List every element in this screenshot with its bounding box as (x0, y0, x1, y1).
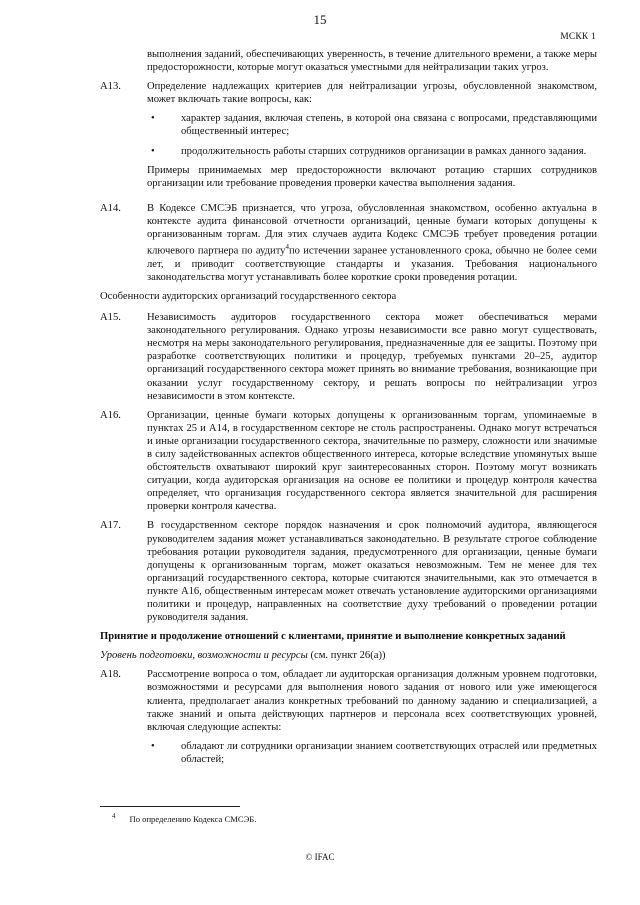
paragraph-text: Независимость аудиторов государственного сектора может обеспечиваться мерами законодательного регулирования. Однако угрозы независимости все равно могут существовать, несмотря на меры законодательного регулирования, предназначенные для ее защиты. Поэтому при разработке соответствующих политики и процедур, требуемых пунктами 20–25, аудитор организаций государственного сектора может принять во внимание требования, возникающие при оказании услуг государственному сектору, и решать вопросы по нейтрализации угроз независимости в этом контексте. (147, 312, 597, 402)
paragraph-a16 (100, 409, 597, 514)
paragraph-a17 (100, 519, 597, 624)
footnote (112, 812, 256, 824)
subsection-heading: Уровень подготовки, возможности и ресурсы (см. пункт 26(а)) (100, 650, 386, 662)
paragraph-number: А14. (100, 202, 121, 214)
paragraph-text: В государственном секторе порядок назначения и срок полномочий аудитора, являющегося руководителем задания может устанавливаться законодательно. В результате строгое соблюдение требования ротации руководителя задания, предусмотренного для организации, ценные бумаги допущены к организованным торгам, может оказаться невозможным. Тем не менее для тех организаций государственного сектора, которые считаются значительными, как это отмечается в пункте А16, общественным интересам может отвечать установление аудиторскими организациями политики и процедур, направленных на соответствие духу требований о проведении ротации руководителя задания. (147, 520, 597, 624)
footnote-divider (100, 806, 240, 807)
footnote-marker: 4 (112, 812, 116, 820)
page-number: 15 (313, 12, 327, 27)
paragraph-number: А13. (100, 81, 121, 93)
paragraph-text: Рассмотрение вопроса о том, обладает ли аудиторская организация должным уровнем подготовки, возможностями и ресурсами для выполнения нового задания от нового или уже имеющегося клиента, предполагает анализ конкретных требований по данному заданию и специализацией, а также знаний и опыта действующих партнеров и персонала всех соответствующих уровней, включая следующие аспекты: (147, 669, 597, 733)
paragraph-text: Определение надлежащих критериев для нейтрализации угрозы, обусловленной знакомством, может включать такие вопросы, как: (147, 81, 597, 106)
paragraph-number: А16. (100, 409, 121, 421)
list-item: • характер задания, включая степень, в которой она связана с вопросами, представляющими общественный интерес; (151, 113, 597, 138)
document-body (100, 48, 597, 778)
footnote-text: По определению Кодекса СМСЭБ. (129, 813, 257, 824)
list-item: • продолжительность работы старших сотрудников организации в рамках данного задания. (151, 145, 587, 157)
bullet-icon: • (151, 113, 155, 125)
bullet-icon: • (151, 740, 155, 752)
paragraph-text: Организации, ценные бумаги которых допущены к организованным торгам, упоминаемые в пунктах 25 и А14, в государственном секторе не столь распространены. Однако могут встречаться и иные организации государственного сектора, значительные по размеру, сложности или значимые в силу задействованных аспектов общественного интереса, которые вследствие упомянутых выше обстоятельств охватывают широкий круг заинтересованных сторон. Поэтому могут возникать ситуации, когда аудиторская организация на основе ее политики и процедур контроля качества определяет, что организация государственного сектора является значительной для расширения проверки контроля качества. (147, 409, 597, 513)
footnote-reference[interactable]: 4 (285, 243, 289, 252)
paragraph-a13 (100, 80, 597, 196)
intro-continuation: выполнения заданий, обеспечивающих уверенность, в течение длительного времени, а также меры предосторожности, которые могут оказаться уместными для нейтрализации таких угроз. (147, 49, 597, 74)
paragraph-a15 (100, 311, 597, 403)
paragraph-reference[interactable]: (см. пункт 26(а)) (310, 650, 386, 662)
list-item: • обладают ли сотрудники организации знанием соответствующих отраслей или предметных областей; (151, 740, 597, 765)
bullet-icon: • (151, 145, 155, 157)
section-heading-public-sector: Особенности аудиторских организаций государственного сектора (100, 290, 397, 302)
paragraph-number: А18. (100, 669, 121, 681)
header-code: МСКК 1 (560, 32, 596, 42)
paragraph-a18 (100, 668, 597, 772)
footer-copyright: © IFAC (305, 852, 335, 862)
paragraph-number: А15. (100, 312, 121, 324)
section-heading-clients: Принятие и продолжение отношений с клиентами, принятие и выполнение конкретных заданий (100, 631, 566, 643)
paragraph-text: В Кодексе СМСЭБ признается, что угроза, обусловленная знакомством, особенно актуальна в контексте аудита финансовой отчетности организаций, ценные бумаги которых допущены к организованным торгам. Для этих случаев аудита Кодекс СМСЭБ требует проведения ротации ключевого партнера по аудиту$^4$по истечении заранее установленного срока, обычно не более семи лет, и приводит соответствующие стандарты и указания. Требования национального законодательства могут устанавливать более короткие сроки проведения ротации. (147, 202, 597, 283)
paragraph-a14 (100, 202, 597, 284)
paragraph-text: Примеры принимаемых мер предосторожности включают ротацию старших сотрудников организации или требование проведения проверки качества выполнения задания. (147, 164, 597, 189)
paragraph-number: А17. (100, 520, 121, 532)
